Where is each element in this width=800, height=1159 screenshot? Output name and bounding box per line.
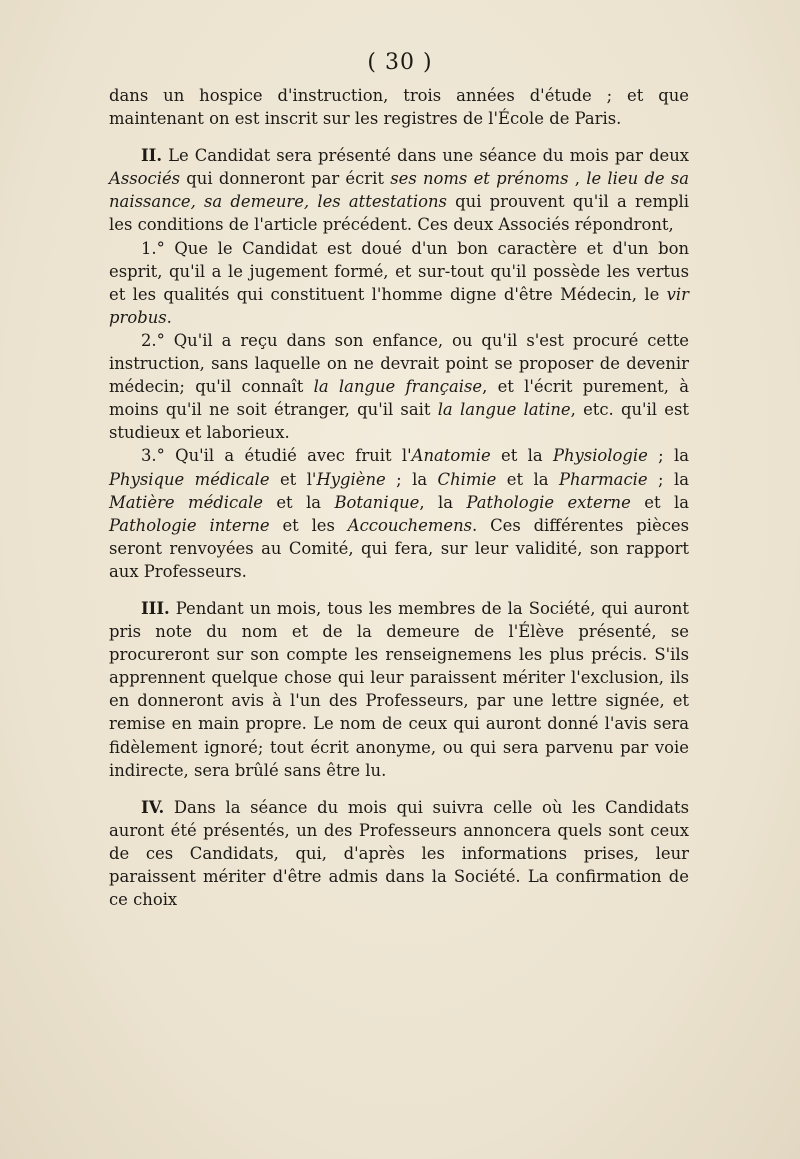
article-3: III. Pendant un mois, tous les membres de la Société, qui auront pris note du nom et de la demeure de l'Élève présenté, se procureront sur son compte les renseignemens les plus précis. S'ils apprennent quelque chose qui leur paraissent mériter l'exclusion, ils en donneront avis à l'un des Professeurs, par une lettre signée, et remise en main propre. Le nom de ceux qui auront donné l'avis sera fidèlement ignoré; tout écrit anonyme, ou qui sera parvenu par voie indirecte, sera brûlé sans être lu. [109, 598, 689, 780]
article-2: II. Le Candidat sera présenté dans une séance du mois par deux Associés qui donneront par écrit ses noms et prénoms , le lieu de sa naissance, sa demeure, les attestations qui prouvent qu'il a rempli les conditions de l'article précédent. Ces deux Associés répondront, [109, 146, 690, 235]
article-4: IV. Dans la séance du mois qui suivra celle où les Candidats auront été présentés, un des Professeurs annoncera quels sont ceux de ces Candidats, qui, d'après les informations prises, leur paraissent mériter d'être admis dans la Société. La confirmation de ce choix [109, 797, 689, 910]
page-number: ( 30 ) [367, 50, 433, 75]
article-2-point-2: 2.° Qu'il a reçu dans son enfance, ou qu'il s'est procuré cette instruction, sans laquelle on ne devrait point se proposer de devenir médecin; qu'il connaît la langue française, et l'écrit purement, à moins qu'il ne soit étranger, qu'il sait la langue latine, etc. qu'il est studieux et laborieux. [109, 330, 689, 443]
article-2-point-3: 3.° Qu'il a étudié avec fruit l'Anatomie et la Physiologie ; la Physique médicale et l'Hygiène ; la Chimie et la Pharmacie ; la Matière médicale et la Botanique, la Pathologie externe et la Pathologie interne et les Accouchemens. Ces différentes pièces seront renvoyées au Comité, qui fera, sur leur validité, son rapport aux Professeurs. [109, 446, 689, 581]
body-text [109, 84, 689, 911]
paragraph-continuation: dans un hospice d'instruction, trois années d'étude ; et que maintenant on est inscrit sur les registres de l'École de Paris. [109, 86, 689, 129]
article-2-point-1: 1.° Que le Candidat est doué d'un bon caractère et d'un bon esprit, qu'il a le jugement formé, et sur-tout qu'il possède les vertus et les qualités qui constituent l'homme digne d'être Médecin, le vir probus. [109, 238, 689, 327]
